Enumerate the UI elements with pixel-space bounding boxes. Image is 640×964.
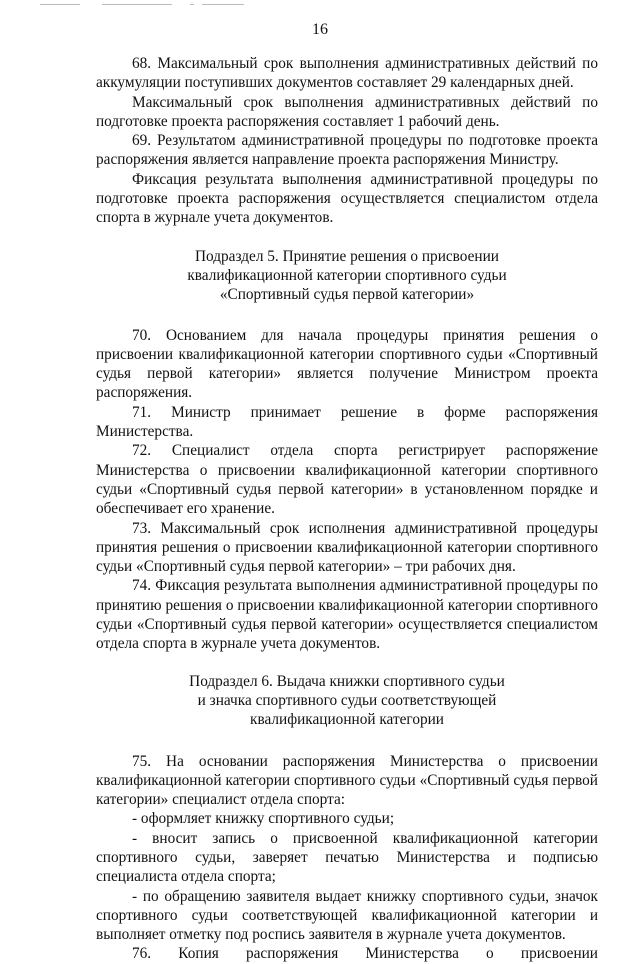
paragraph-73: 73. Максимальный срок исполнения административной процедуры принятия решения о присвоении квалификационной категории спортивного судьи «Спортивный судья первой категории» – три рабочих дня. [96, 519, 598, 576]
paragraph-75: 75. На основании распоряжения Министерства о присвоении квалификационной категории спортивного судьи «Спортивный судья первой категории» специалист отдела спорта: [96, 752, 598, 809]
paragraph-71: 71. Министр принимает решение в форме распоряжения Министерства. [96, 403, 598, 441]
subsection-6-line-1: Подраздел 6. Выдача книжки спортивного судьи [189, 672, 505, 690]
paragraph-75-item-3: - по обращению заявителя выдает книжку спортивного судьи, значок спортивного судьи соответствующей квалификационной категории и выполняет отметку под роспись заявителя в журнале учета документов. [96, 887, 598, 944]
subsection-6-heading [96, 672, 598, 730]
paragraph-75-item-1: - оформляет книжку спортивного судьи; [132, 810, 395, 828]
document-body [96, 54, 598, 964]
subsection-5-line-2: квалификационной категории спортивного судьи [187, 266, 507, 284]
subsection-5-line-1: Подраздел 5. Принятие решения о присвоении [195, 247, 499, 265]
scan-header-marks [40, 2, 260, 8]
paragraph-74: 74. Фиксация результата выполнения административной процедуры по принятию решения о присвоении квалификационной категории спортивного судьи «Спортивный судья первой категории» осуществляется специалистом отдела спорта в журнале учета документов. [96, 577, 598, 653]
paragraph-76: 76. Копия распоряжения Министерства о присвоении [132, 945, 598, 963]
subsection-5-heading [96, 247, 598, 305]
paragraph-75-item-2: - вносит запись о присвоенной квалификационной категории спортивного судьи, заверяет печатью Министерства и подписью специалиста отдела спорта; [96, 829, 598, 886]
subsection-5-line-3: «Спортивный судья первой категории» [219, 286, 475, 304]
paragraph-70: 70. Основанием для начала процедуры принятия решения о присвоении квалификационной категории спортивного судьи «Спортивный судья первой категории» является получение Министром проекта распоряжения. [96, 326, 598, 402]
paragraph-68: 68. Максимальный срок выполнения административных действий по аккумуляции поступивших документов составляет 29 календарных дней. [96, 55, 598, 92]
page-number: 16 [312, 21, 328, 38]
paragraph-69-continued: Фиксация результата выполнения административной процедуры по подготовке проекта распоряжения осуществляется специалистом отдела спорта в журнале учета документов. [96, 170, 598, 227]
paragraph-69: 69. Результатом административной процедуры по подготовке проекта распоряжения является направление проекта распоряжения Министру. [96, 132, 598, 169]
paragraph-72: 72. Специалист отдела спорта регистрирует распоряжение Министерства о присвоении квалификационной категории спортивного судьи «Спортивный судья первой категории» в установленном порядке и обеспечивает его хранение. [96, 442, 598, 518]
subsection-6-line-2: и значка спортивного судьи соответствующей [197, 691, 497, 709]
subsection-6-line-3: квалификационной категории [250, 711, 444, 729]
paragraph-68-continued: Максимальный срок выполнения административных действий по подготовке проекта распоряжения составляет 1 рабочий день. [96, 93, 598, 130]
